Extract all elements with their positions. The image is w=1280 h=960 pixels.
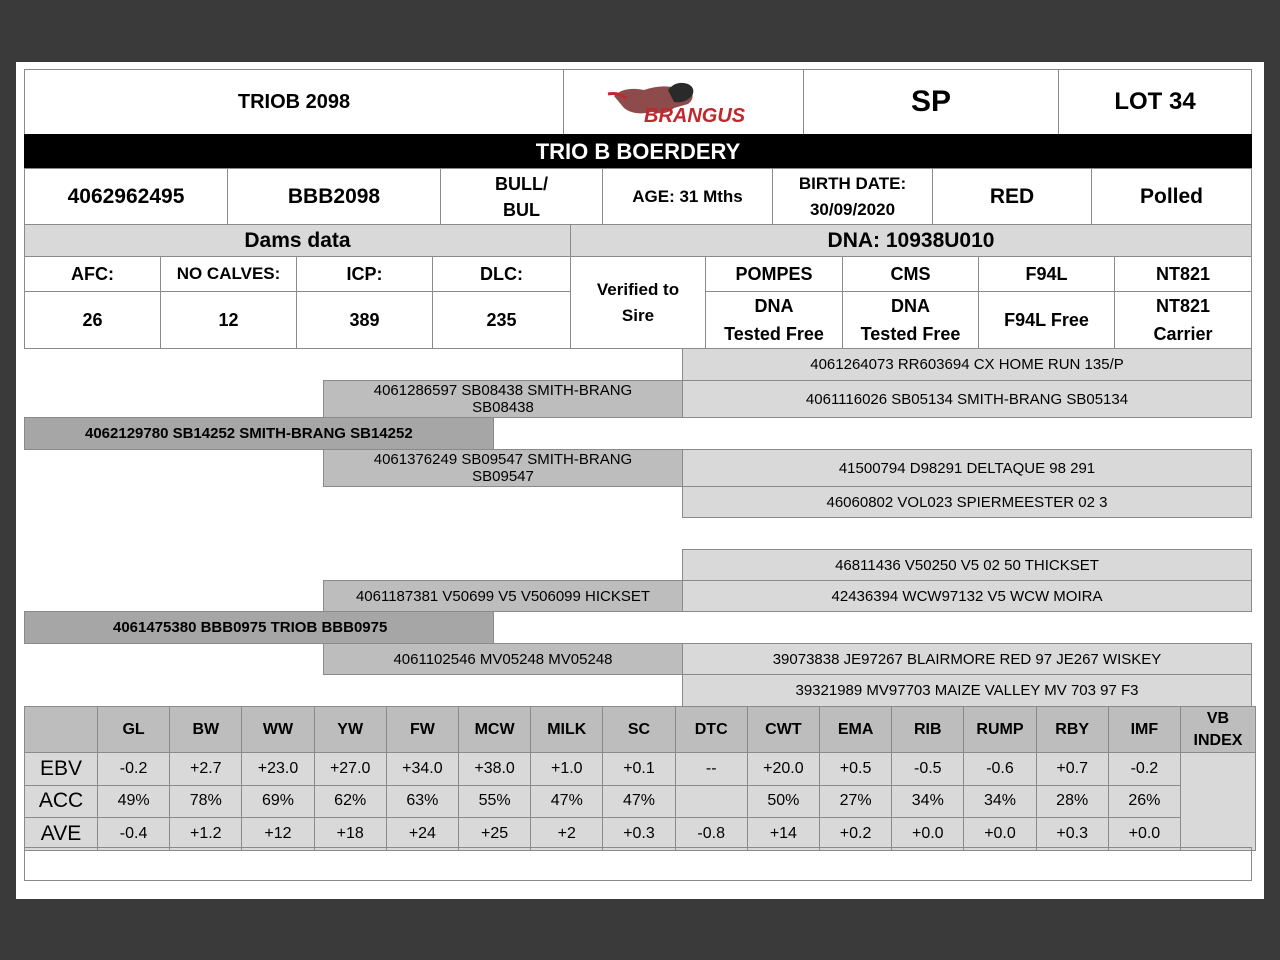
ebv-cell: +24 <box>386 817 459 851</box>
ebv-cell: +27.0 <box>314 752 387 786</box>
ebv-cell: +20.0 <box>747 752 820 786</box>
ebv-cell: 47% <box>602 785 675 819</box>
dams-header-afc: AFC: <box>24 256 161 292</box>
horn-status: Polled <box>1091 168 1252 225</box>
birth-date-value: 30/09/2020 <box>809 199 896 219</box>
ebv-header-rby: RBY <box>1036 706 1109 753</box>
pedigree-dsd: 42436394 WCW97132 V5 WCW MOIRA <box>682 580 1252 612</box>
brangus-logo <box>563 69 804 135</box>
ebv-cell: 55% <box>458 785 531 819</box>
pedigree-sss: 4061264073 RR603694 CX HOME RUN 135/P <box>682 348 1252 381</box>
birth-date <box>772 168 933 225</box>
pedigree-sire-sire: 4061286597 SB08438 SMITH-BRANG SB08438 <box>323 380 683 418</box>
ebv-header-bw: BW <box>169 706 242 753</box>
dna-test-pompes: POMPES <box>705 256 843 292</box>
ebv-cell: -0.4 <box>97 817 170 851</box>
ebv-cell: -0.5 <box>891 752 964 786</box>
ebv-cell: -- <box>675 752 748 786</box>
ebv-cell: +0.1 <box>602 752 675 786</box>
ebv-cell: +0.5 <box>819 752 892 786</box>
ebv-header-ema: EMA <box>819 706 892 753</box>
dams-value-calves: 12 <box>160 291 297 349</box>
footer-row <box>24 847 1252 881</box>
dna-test-nt821: NT821 <box>1114 256 1252 292</box>
ebv-cell: 69% <box>241 785 314 819</box>
ebv-cell: 50% <box>747 785 820 819</box>
ebv-cell: +25 <box>458 817 531 851</box>
dams-header-icp: ICP: <box>296 256 433 292</box>
pedigree-dam-dam: 4061102546 MV05248 MV05248 <box>323 643 683 675</box>
pedigree-dam: 4061475380 BBB0975 TRIOB BBB0975 <box>24 611 494 644</box>
pedigree-dds: 39073838 JE97267 BLAIRMORE RED 97 JE267 WISKEY <box>682 643 1252 675</box>
pedigree-dss: 46811436 V50250 V5 02 50 THICKSET <box>682 549 1252 581</box>
dams-value-afc: 26 <box>24 291 161 349</box>
ebv-header-ww: WW <box>241 706 314 753</box>
ebv-cell: +14 <box>747 817 820 851</box>
ebv-row-label-ave: AVE <box>24 817 98 851</box>
birth-date-label: BIRTH DATE: <box>798 173 907 193</box>
dams-title: Dams data <box>24 224 571 257</box>
ebv-cell: 62% <box>314 785 387 819</box>
dams-value-icp: 389 <box>296 291 433 349</box>
ebv-header-sc: SC <box>602 706 675 753</box>
ebv-cell: 27% <box>819 785 892 819</box>
pedigree-sire-dam: 4061376249 SB09547 SMITH-BRANG SB09547 <box>323 449 683 487</box>
verified-to-sire: Verified to Sire <box>570 256 706 349</box>
dna-title: DNA: 10938U010 <box>570 224 1252 257</box>
lot-number: LOT 34 <box>1058 69 1252 135</box>
pedigree-ssd: 4061116026 SB05134 SMITH-BRANG SB05134 <box>682 380 1252 418</box>
registration-number: 4062962495 <box>24 168 228 225</box>
dams-header-dlc: DLC: <box>432 256 571 292</box>
ebv-cell: +1.2 <box>169 817 242 851</box>
ebv-header-rib: RIB <box>891 706 964 753</box>
ebv-cell: +0.3 <box>1036 817 1109 851</box>
ebv-cell: 78% <box>169 785 242 819</box>
ebv-cell: +23.0 <box>241 752 314 786</box>
ebv-cell: -0.2 <box>1108 752 1181 786</box>
dna-result-pompes: DNA Tested Free <box>705 291 843 349</box>
ebv-cell: +38.0 <box>458 752 531 786</box>
ebv-cell: +0.0 <box>1108 817 1181 851</box>
ebv-cell: +0.3 <box>602 817 675 851</box>
ebv-cell <box>675 785 748 819</box>
ebv-header-mcw: MCW <box>458 706 531 753</box>
sex: BULL/ BUL <box>440 168 603 225</box>
ebv-cell: +0.0 <box>891 817 964 851</box>
ebv-cell: +0.2 <box>819 817 892 851</box>
pedigree-ddd: 39321989 MV97703 MAIZE VALLEY MV 703 97 F3 <box>682 674 1252 707</box>
ebv-cell: +0.7 <box>1036 752 1109 786</box>
ebv-corner <box>24 706 98 753</box>
ebv-header-imf: IMF <box>1108 706 1181 753</box>
ebv-header-dtc: DTC <box>675 706 748 753</box>
sp-label: SP <box>803 69 1059 135</box>
ebv-cell: 47% <box>530 785 603 819</box>
ebv-cell: -0.2 <box>97 752 170 786</box>
ebv-cell: -0.6 <box>963 752 1036 786</box>
lot-card <box>16 62 1264 899</box>
ebv-header-cwt: CWT <box>747 706 820 753</box>
ebv-cell: +2 <box>530 817 603 851</box>
ebv-cell: +18 <box>314 817 387 851</box>
pedigree-dam-sire: 4061187381 V50699 V5 V506099 HICKSET <box>323 580 683 612</box>
dna-result-f94l: F94L Free <box>978 291 1115 349</box>
ebv-cell: +12 <box>241 817 314 851</box>
ebv-header-yw: YW <box>314 706 387 753</box>
dna-result-cms: DNA Tested Free <box>842 291 979 349</box>
ebv-row-label-ebv: EBV <box>24 752 98 786</box>
ebv-cell: +0.0 <box>963 817 1036 851</box>
dams-header-calves: NO CALVES: <box>160 256 297 292</box>
pedigree-sds: 41500794 D98291 DELTAQUE 98 291 <box>682 449 1252 487</box>
ebv-cell: 28% <box>1036 785 1109 819</box>
ebv-cell: -0.8 <box>675 817 748 851</box>
ebv-cell: +2.7 <box>169 752 242 786</box>
bull-logo-icon <box>604 76 764 128</box>
colour: RED <box>932 168 1092 225</box>
dna-test-f94l: F94L <box>978 256 1115 292</box>
ebv-cell: 63% <box>386 785 459 819</box>
ebv-index-value <box>1180 752 1256 851</box>
ebv-cell: 34% <box>963 785 1036 819</box>
ebv-cell: +1.0 <box>530 752 603 786</box>
animal-code: TRIOB 2098 <box>24 69 564 135</box>
ebv-cell: 49% <box>97 785 170 819</box>
animal-id: BBB2098 <box>227 168 441 225</box>
pedigree-sire: 4062129780 SB14252 SMITH-BRANG SB14252 <box>24 417 494 450</box>
ebv-cell: 26% <box>1108 785 1181 819</box>
ebv-header-milk: MILK <box>530 706 603 753</box>
dna-result-nt821: NT821 Carrier <box>1114 291 1252 349</box>
ebv-row-label-acc: ACC <box>24 785 98 819</box>
ebv-header-index: VB INDEX <box>1180 706 1256 753</box>
dams-value-dlc: 235 <box>432 291 571 349</box>
ebv-header-gl: GL <box>97 706 170 753</box>
dna-test-cms: CMS <box>842 256 979 292</box>
breeder-banner: TRIO B BOERDERY <box>24 134 1252 169</box>
ebv-cell: +34.0 <box>386 752 459 786</box>
ebv-header-rump: RUMP <box>963 706 1036 753</box>
logo-text: BRANGUS <box>643 105 745 127</box>
age: AGE: 31 Mths <box>602 168 773 225</box>
ebv-cell: 34% <box>891 785 964 819</box>
pedigree-sdd: 46060802 VOL023 SPIERMEESTER 02 3 <box>682 486 1252 518</box>
ebv-header-fw: FW <box>386 706 459 753</box>
